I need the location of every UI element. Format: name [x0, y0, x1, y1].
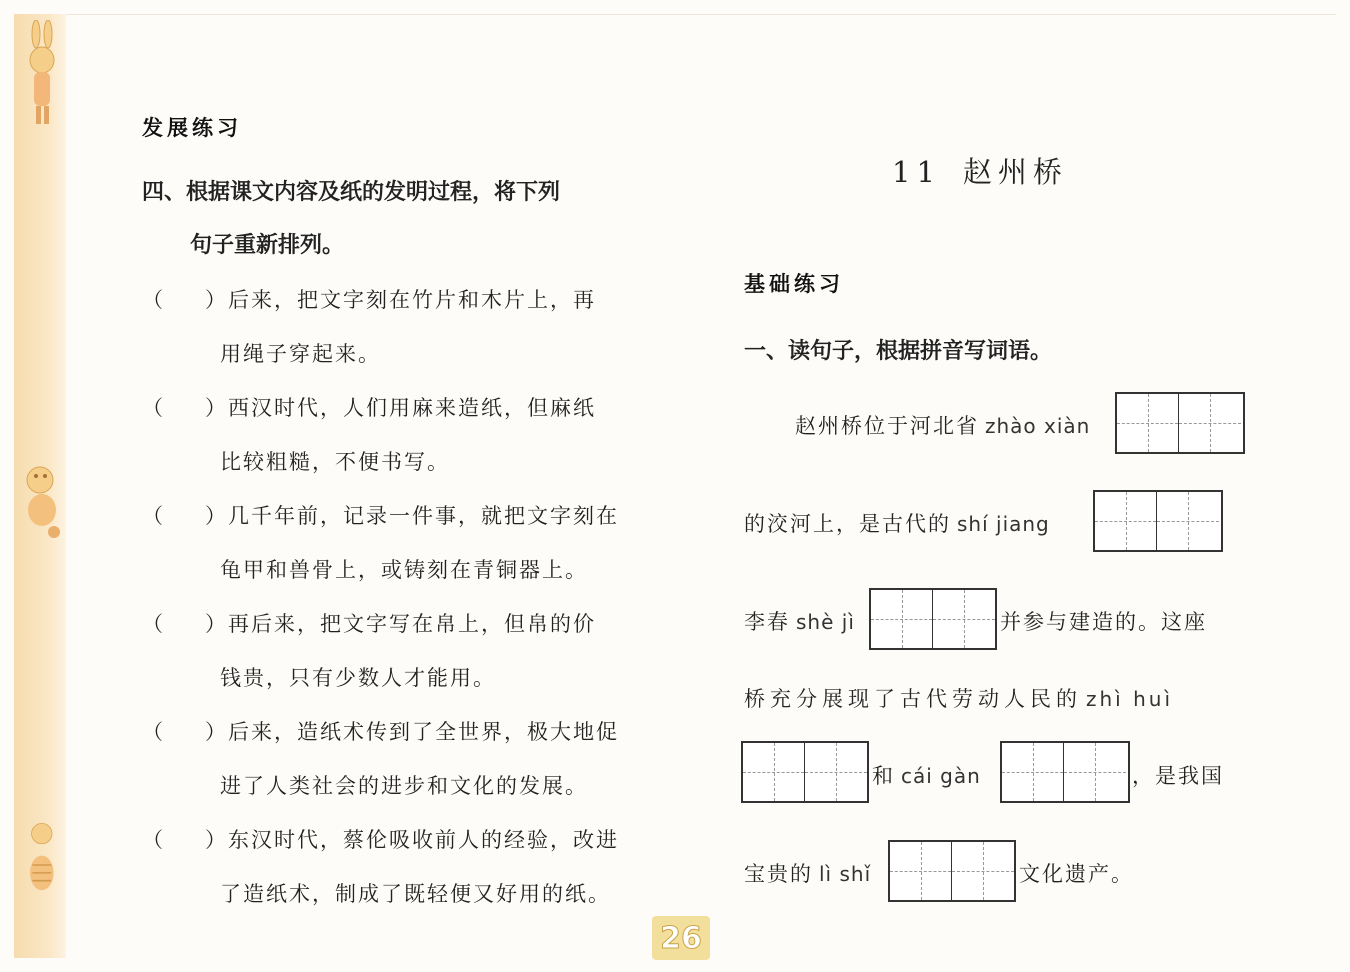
rabbit-illustration-icon: [18, 20, 64, 130]
answer-grid-lishi[interactable]: [888, 840, 1016, 902]
order-blank[interactable]: （: [142, 288, 163, 312]
text-segment: 桥充分展现了古代劳动人民的: [744, 687, 1082, 711]
pinyin-hint: zhì huì: [1086, 687, 1173, 711]
section-title-development-practice: 发展练习: [142, 116, 242, 140]
order-blank[interactable]: （: [142, 612, 163, 636]
lesson-name: 赵州桥: [962, 155, 1068, 189]
text-segment: 李春: [744, 610, 790, 634]
section-title-basic-practice: 基础练习: [744, 272, 844, 296]
answer-grid-shijiang[interactable]: [1093, 490, 1223, 552]
passage-text: [872, 760, 981, 790]
page-number: 26: [652, 916, 710, 960]
question-four-title-cont: 句子重新排列。: [190, 233, 345, 258]
text-segment: 宝贵的: [744, 862, 813, 886]
order-blank[interactable]: （: [142, 504, 163, 528]
pinyin-hint: zhào xiàn: [985, 414, 1091, 438]
question-four-title: 四、根据课文内容及纸的发明过程，将下列: [142, 180, 561, 205]
order-blank[interactable]: （: [142, 828, 163, 852]
passage-text: [744, 683, 1173, 713]
text-segment: 和: [872, 764, 895, 788]
passage-text: [795, 410, 1090, 440]
item-text: ）再后来，把文字写在帛上，但帛的价: [205, 612, 596, 636]
item-text-cont: 钱贵，只有少数人才能用。: [220, 666, 496, 690]
lesson-title: [892, 150, 1068, 191]
pinyin-hint: shí jiang: [957, 512, 1050, 536]
item-text-cont: 了造纸术，制成了既轻便又好用的纸。: [220, 882, 611, 906]
lesson-number: 11: [892, 155, 941, 189]
order-blank[interactable]: （: [142, 720, 163, 744]
item-text-cont: 进了人类社会的进步和文化的发展。: [220, 774, 588, 798]
item-text: ）后来，造纸术传到了全世界，极大地促: [205, 720, 619, 744]
tiger-illustration-icon: [18, 810, 64, 920]
pinyin-hint: lì shǐ: [819, 862, 872, 886]
cartoon-animal-illustration-icon: [18, 440, 64, 550]
top-frame-line: [66, 14, 1336, 15]
passage-text: 文化遗产。: [1019, 862, 1134, 886]
passage-text: [744, 858, 871, 888]
passage-text: ，是我国: [1132, 764, 1224, 788]
question-one-title: 一、读句子，根据拼音写词语。: [744, 339, 1053, 364]
pinyin-hint: cái gàn: [901, 764, 981, 788]
item-text-cont: 用绳子穿起来。: [220, 342, 381, 366]
text-segment: 的洨河上，是古代的: [744, 512, 951, 536]
pinyin-hint: shè jì: [796, 610, 855, 634]
item-text: ）西汉时代，人们用麻来造纸，但麻纸: [205, 396, 596, 420]
answer-grid-zhihui[interactable]: [741, 741, 869, 803]
order-blank[interactable]: （: [142, 396, 163, 420]
item-text: ）后来，把文字刻在竹片和木片上，再: [205, 288, 596, 312]
item-text: ）东汉时代，蔡伦吸收前人的经验，改进: [205, 828, 619, 852]
passage-text: 并参与建造的。这座: [1000, 610, 1207, 634]
item-text-cont: 比较粗糙，不便书写。: [220, 450, 450, 474]
item-text: ）几千年前，记录一件事，就把文字刻在: [205, 504, 619, 528]
answer-grid-zhaoxian[interactable]: [1115, 392, 1245, 454]
text-segment: 赵州桥位于河北省: [795, 414, 979, 438]
passage-text: [744, 606, 855, 636]
answer-grid-caigan[interactable]: [1000, 741, 1130, 803]
passage-text: [744, 508, 1050, 538]
item-text-cont: 龟甲和兽骨上，或铸刻在青铜器上。: [220, 558, 588, 582]
answer-grid-sheji[interactable]: [869, 588, 997, 650]
